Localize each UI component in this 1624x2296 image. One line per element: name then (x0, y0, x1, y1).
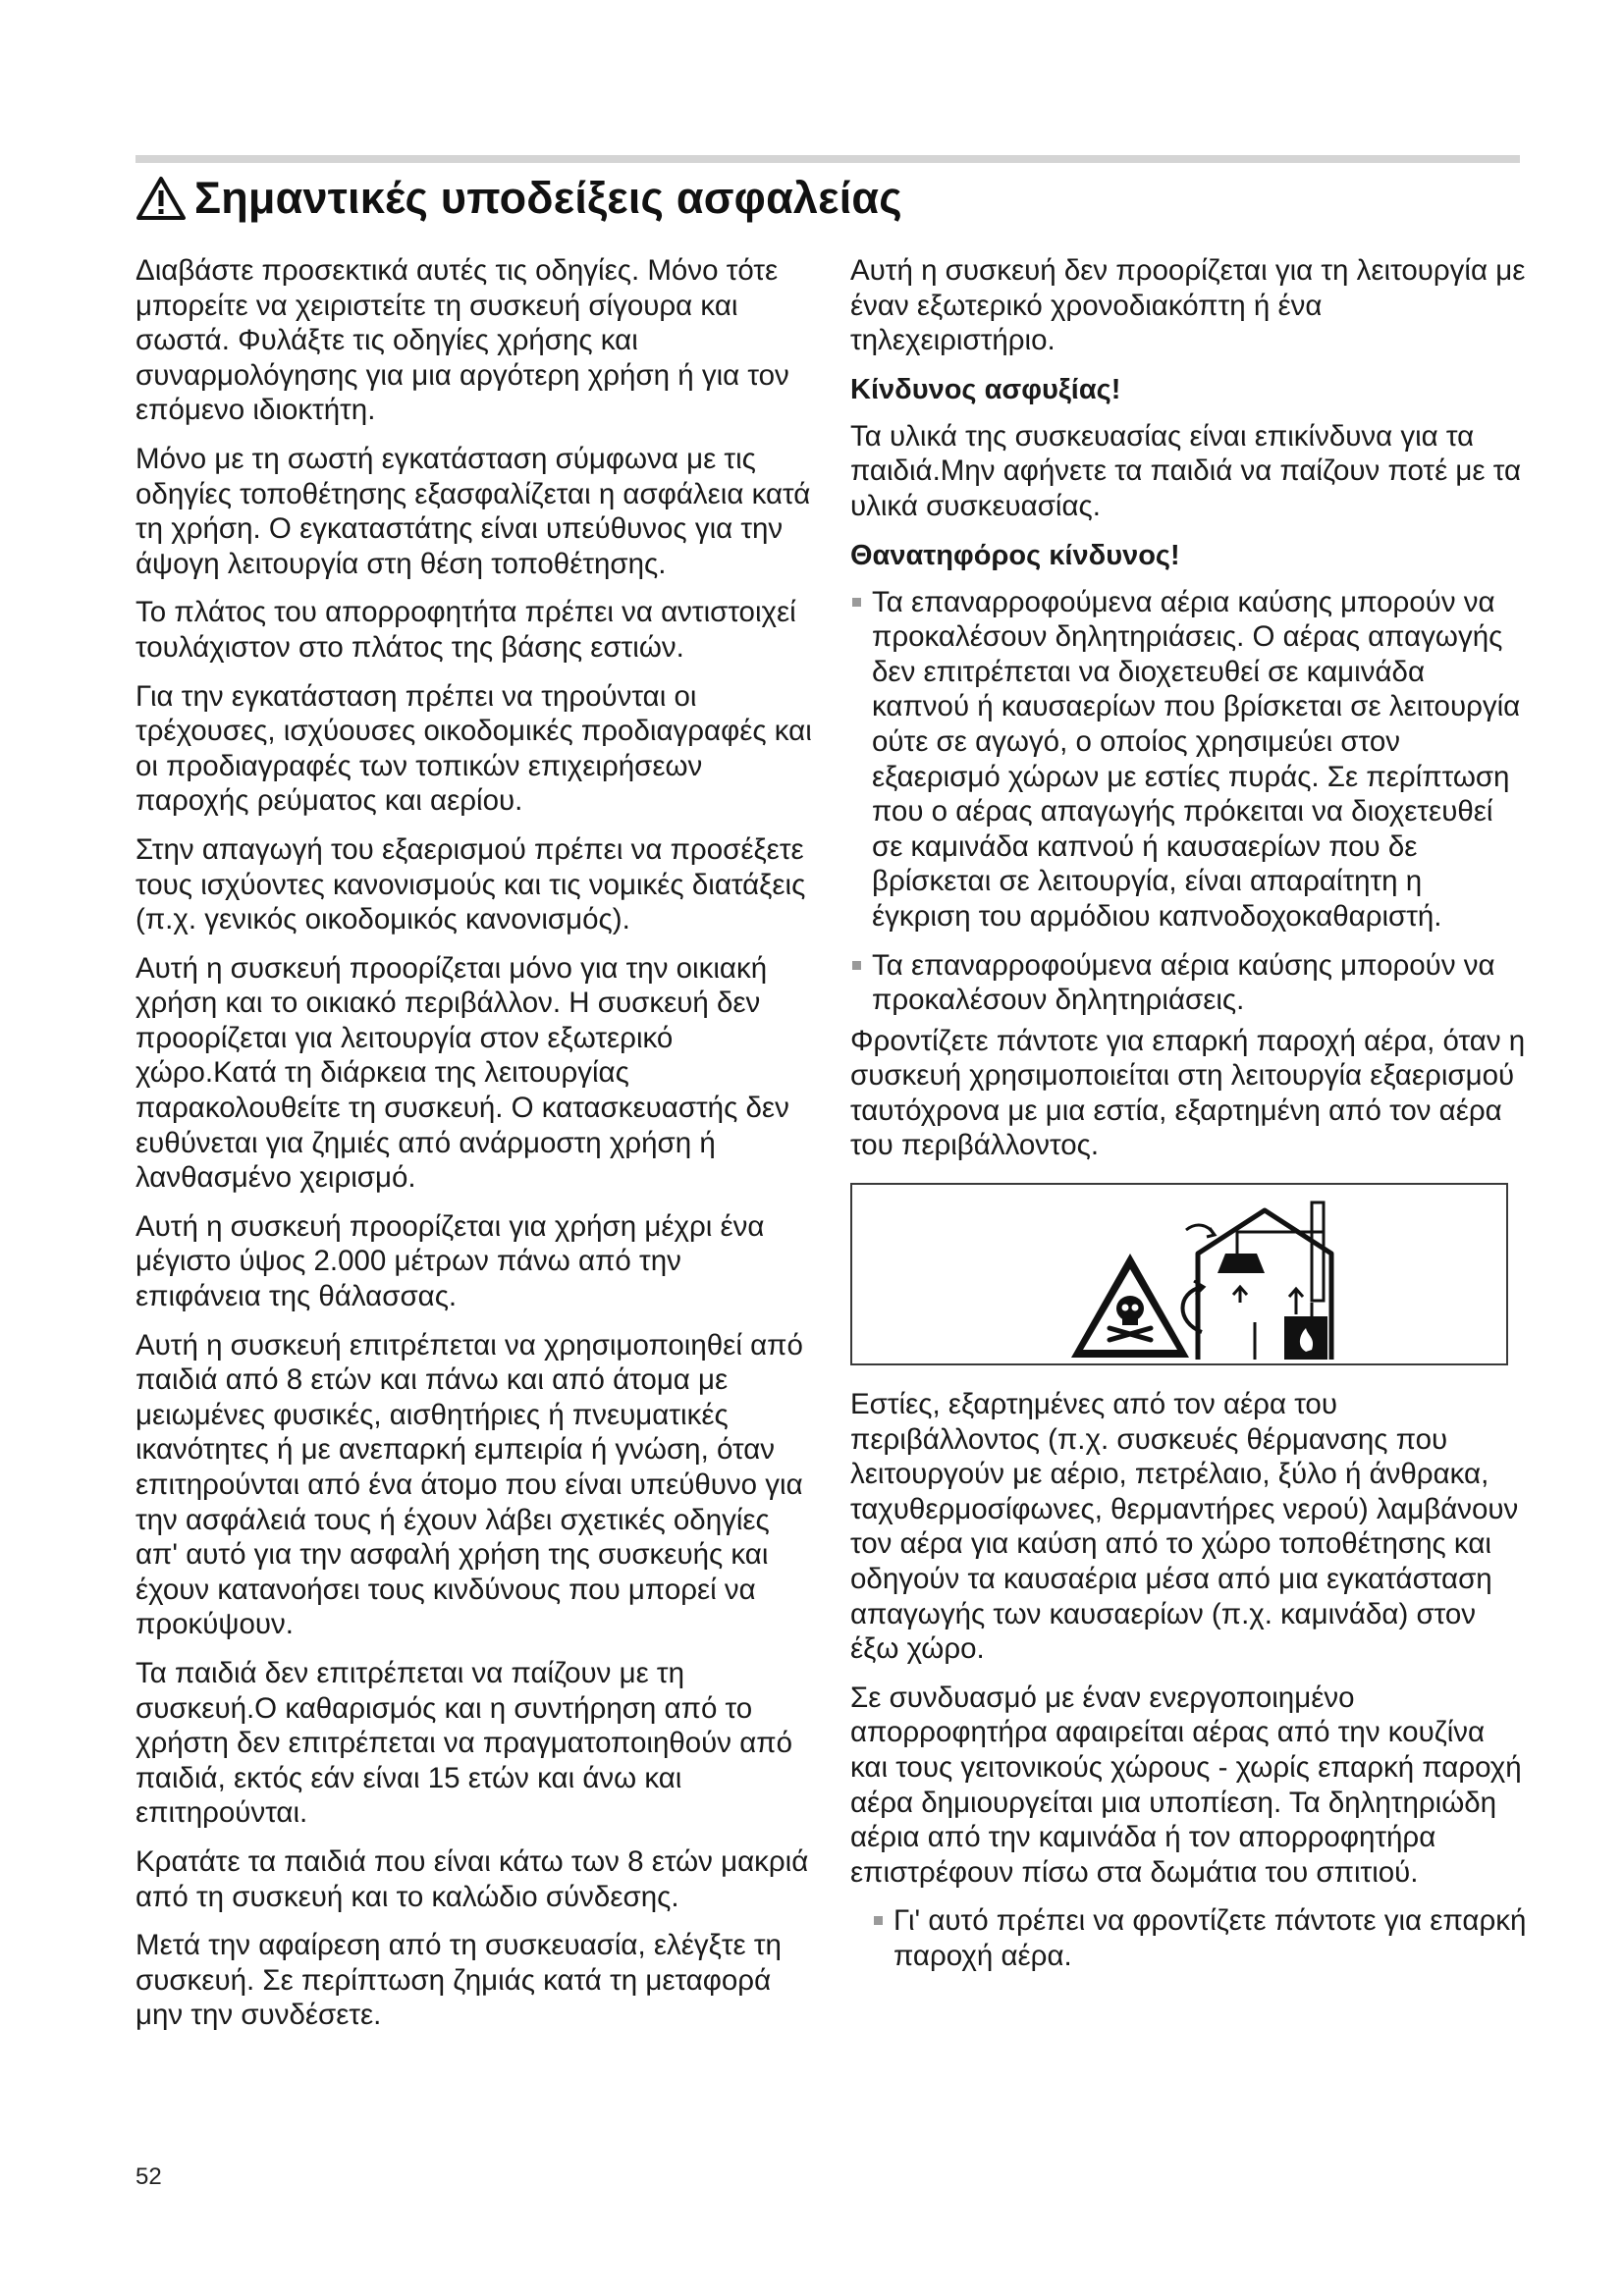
suffocation-heading: Κίνδυνος ασφυξίας! (850, 373, 1121, 405)
suffocation-text: Τα υλικά της συσκευασίας είναι επικίνδυνα για τα παιδιά.Μην αφήνετε τα παιδιά να παίζουν ποτέ με τα υλικά συσκευασίας. (850, 419, 1522, 522)
figure-caption-2: Σε συνδυασμό με έναν ενεργοποιημένο απορροφητήρα αφαιρείται αέρας από την κουζίνα και τους γειτονικούς χώρους - χωρίς επαρκή παροχή αέρα δημιουργείται μια υποπίεση. Τα δηλητηριώδη αέρια από την καμινάδα ή τον απορροφητήρα επιστρέφουν πίσω στα δωμάτια του σπιτιού. (850, 1681, 1522, 1889)
page-number: 52 (135, 2163, 162, 2190)
paragraph: Διαβάστε προσεκτικά αυτές τις οδηγίες. Μόνο τότε μπορείτε να χειριστείτε τη συσκευή σίγουρα και σωστά. Φυλάξτε τις οδηγίες χρήσης και συναρμολόγησης για μια αργότερη χρήση ή για τον επόμενο ιδιοκτήτη. (135, 254, 789, 427)
paragraph: Αυτή η συσκευή επιτρέπεται να χρησιμοποιηθεί από παιδιά από 8 ετών και πάνω και από άτομα με μειωμένες φυσικές, αισθητήριες ή πνευματικές ικανότητες ή με ανεπαρκή εμπειρία ή γνώση, όταν επιτηρούνται από ένα άτομο που είναι υπεύθυνο για την ασφάλειά τους ή έχουν λάβει σχετικές οδηγίες απ' αυτό για την ασφαλή χρήση της συσκευής και έχουν κατανοήσει τους κινδύνους που μπορεί να προκύψουν. (135, 1328, 803, 1641)
fatal-danger-heading: Θανατηφόρος κίνδυνος! (850, 539, 1180, 571)
bullet-item: Τα επαναρροφούμενα αέρια καύσης μπορούν να προκαλέσουν δηλητηριάσεις. (850, 948, 1528, 1018)
left-column (135, 253, 813, 2047)
paragraph: Μετά την αφαίρεση από τη συσκευασία, ελέγξτε τη συσκευή. Σε περίπτωση ζημιάς κατά τη μεταφορά μην την συνδέσετε. (135, 1929, 782, 2032)
title-text: Σημαντικές υποδείξεις ασφαλείας (194, 173, 902, 223)
figure-frame (850, 1183, 1508, 1365)
paragraph: Στην απαγωγή του εξαερισμού πρέπει να προσέξετε τους ισχύοντες κανονισμούς και τις νομικές διατάξεις (π.χ. γενικός οικοδομικός κανονισμός). (135, 832, 806, 936)
bullet-item: Γι' αυτό πρέπει να φροντίζετε πάντοτε για επαρκή παροχή αέρα. (872, 1903, 1528, 1973)
paragraph: Το πλάτος του απορροφητήτα πρέπει να αντιστοιχεί τουλάχιστον στο πλάτος της βάσης εστιών. (135, 596, 796, 664)
top-divider (135, 155, 1520, 163)
paragraph: Αυτή η συσκευή προορίζεται μόνο για την οικιακή χρήση και το οικιακό περιβάλλον. Η συσκευή δεν προορίζεται για λειτουργία στον εξωτερικό χώρο.Κατά τη διάρκεια της λειτουργίας παρακολουθείτε τη συσκευή. Ο κατασκευαστής δεν ευθύνεται για ζημιές από ανάρμοστη χρήση ή λανθασμένο χειρισμό. (135, 951, 789, 1195)
intro-paragraph: Αυτή η συσκευή δεν προορίζεται για τη λειτουργία με έναν εξωτερικό χρονοδιακόπτη ή ένα τηλεχειριστήριο. (850, 254, 1526, 357)
figure-caption-1: Εστίες, εξαρτημένες από τον αέρα του περιβάλλοντος (π.χ. συσκευές θέρμανσης που λειτουργούν με αέριο, πετρέλαιο, ξύλο ή άνθρακα, ταχυθερμοσίφωνες, θερμαντήρες νερού) λαμβάνουν τον αέρα για καύση από το χώρο τοποθέτησης και οδηγούν τα καυσαέρια μέσα από μια εγκατάσταση απαγωγής των καυσαερίων (π.χ. καμινάδα) στον έξω χώρο. (850, 1388, 1519, 1666)
paragraph: Μόνο με τη σωστή εγκατάσταση σύμφωνα με τις οδηγίες τοποθέτησης εξασφαλίζεται η ασφάλεια κατά τη χρήση. Ο εγκαταστάτης είναι υπεύθυνος για την άψογη λειτουργία στη θέση τοποθέτησης. (135, 442, 811, 580)
warning-triangle-icon (135, 176, 187, 221)
page-title (135, 167, 902, 230)
right-column (850, 253, 1528, 1988)
paragraph: Αυτή η συσκευή προορίζεται για χρήση μέχρι ένα μέγιστο ύψος 2.000 μέτρων πάνω από την επιφάνεια της θάλασσας. (135, 1209, 765, 1313)
bullet-item: Τα επαναρροφούμενα αέρια καύσης μπορούν να προκαλέσουν δηλητηριάσεις. Ο αέρας απαγωγής δεν επιτρέπεται να διοχετευθεί σε καμινάδα καπνού ή καυσαερίων που βρίσκεται σε λειτουργία ούτε σε αγωγό, ο οποίος χρησιμεύει στον εξαερισμό χώρων με εστίες πυράς. Σε περίπτωση που ο αέρας απαγωγής πρόκειται να διοχετευθεί σε καμινάδα καπνού ή καυσαερίων που δε βρίσκεται σε λειτουργία, είναι απαραίτητη η έγκριση του αρμόδιου καπνοδοχοκαθαριστή. (850, 585, 1528, 934)
poison-warning-house-icon (852, 1185, 1506, 1363)
paragraph: Κρατάτε τα παιδιά που είναι κάτω των 8 ετών μακριά από τη συσκευή και το καλώδιο σύνδεσης. (135, 1844, 809, 1913)
bullet-continuation: Φροντίζετε πάντοτε για επαρκή παροχή αέρα, όταν η συσκευή χρησιμοποιείται στη λειτουργία εξαερισμού ταυτόχρονα με μια εστία, εξαρτημένη από τον αέρα του περιβάλλοντος. (850, 1024, 1526, 1162)
paragraph: Για την εγκατάσταση πρέπει να τηρούνται οι τρέχουσες, ισχύουσες οικοδομικές προδιαγραφές και οι προδιαγραφές των τοπικών επιχειρήσεων παροχής ρεύματος και αερίου. (135, 679, 812, 818)
paragraph: Τα παιδιά δεν επιτρέπεται να παίζουν με τη συσκευή.Ο καθαρισμός και η συντήρηση από το χρήστη δεν επιτρέπεται να πραγματοποιηθούν από παιδιά, εκτός εάν είναι 15 ετών και άνω και επιτηρούνται. (135, 1656, 793, 1830)
